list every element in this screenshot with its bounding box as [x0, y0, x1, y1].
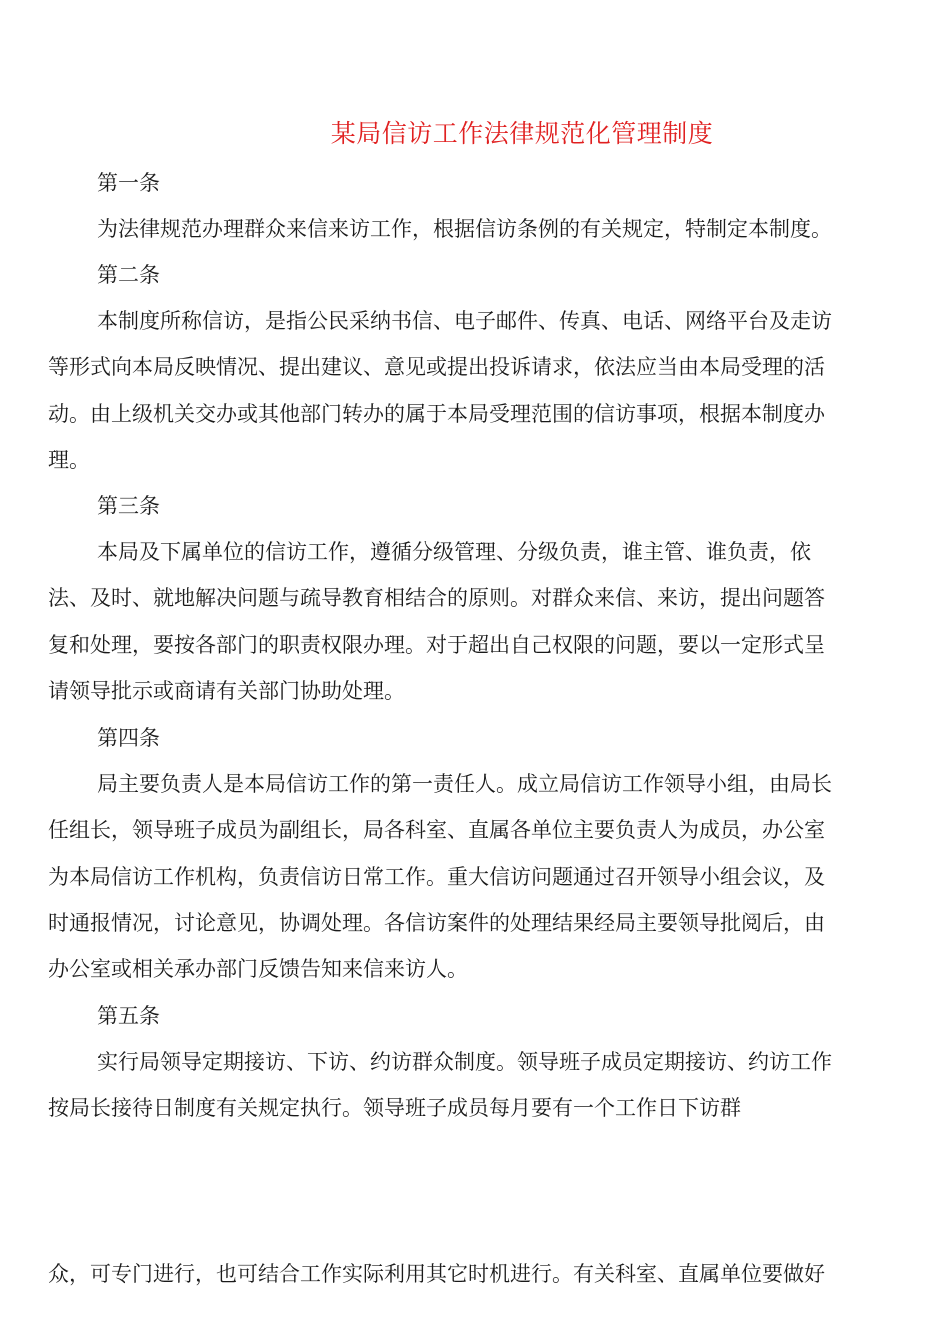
article-2-heading: 第二条 [97, 263, 160, 287]
article-3-line-3: 复和处理，要按各部门的职责权限办理。对于超出自己权限的问题，要以一定形式呈 [48, 632, 825, 657]
article-3-heading: 第三条 [97, 494, 160, 518]
article-5-heading: 第五条 [97, 1004, 160, 1028]
article-1-heading: 第一条 [97, 171, 160, 195]
article-4-body [48, 761, 898, 992]
article-2-line-4: 理。 [48, 447, 90, 472]
article-2-line-3: 动。由上级机关交办或其他部门转办的属于本局受理范围的信访事项，根据本制度办 [48, 401, 825, 426]
article-4-line-5: 办公室或相关承办部门反馈告知来信来访人。 [48, 957, 468, 982]
article-3-body [48, 529, 898, 714]
article-5-body [48, 1039, 898, 1132]
article-4-heading: 第四条 [97, 726, 160, 750]
article-4-line-2: 任组长，领导班子成员为副组长，局各科室、直属各单位主要负责人为成员，办公室 [48, 818, 825, 843]
article-3-line-2: 法、及时、就地解决问题与疏导教育相结合的原则。对群众来信、来访，提出问题答 [48, 586, 825, 611]
article-2-line-1: 本制度所称信访，是指公民采纳书信、电子邮件、传真、电话、网络平台及走访 [97, 309, 832, 333]
article-4-line-4: 时通报情况，讨论意见，协调处理。各信访案件的处理结果经局主要领导批阅后，由 [48, 910, 825, 935]
article-5-line-2: 按局长接待日制度有关规定执行。领导班子成员每月要有一个工作日下访群 [48, 1096, 741, 1121]
article-4-line-1: 局主要负责人是本局信访工作的第一责任人。成立局信访工作领导小组，由局长 [97, 772, 832, 796]
article-4-line-3: 为本局信访工作机构，负责信访日常工作。重大信访问题通过召开领导小组会议，及 [48, 864, 825, 889]
article-1-body [48, 206, 898, 252]
continuation-line: 众，可专门进行，也可结合工作实际利用其它时机进行。有关科室、直属单位要做好 [48, 1262, 825, 1286]
article-2-body [48, 298, 898, 483]
article-3-line-1: 本局及下属单位的信访工作，遵循分级管理、分级负责，谁主管、谁负责，依 [97, 540, 811, 564]
article-3-line-4: 请领导批示或商请有关部门协助处理。 [48, 678, 405, 703]
article-1-line-1: 为法律规范办理群众来信来访工作，根据信访条例的有关规定，特制定本制度。 [97, 217, 832, 241]
continuation-text [48, 1251, 898, 1297]
article-5-line-1: 实行局领导定期接访、下访、约访群众制度。领导班子成员定期接访、约访工作 [97, 1050, 832, 1074]
document-title: 某局信访工作法律规范化管理制度 [330, 119, 714, 148]
article-2-line-2: 等形式向本局反映情况、提出建议、意见或提出投诉请求，依法应当由本局受理的活 [48, 355, 825, 380]
